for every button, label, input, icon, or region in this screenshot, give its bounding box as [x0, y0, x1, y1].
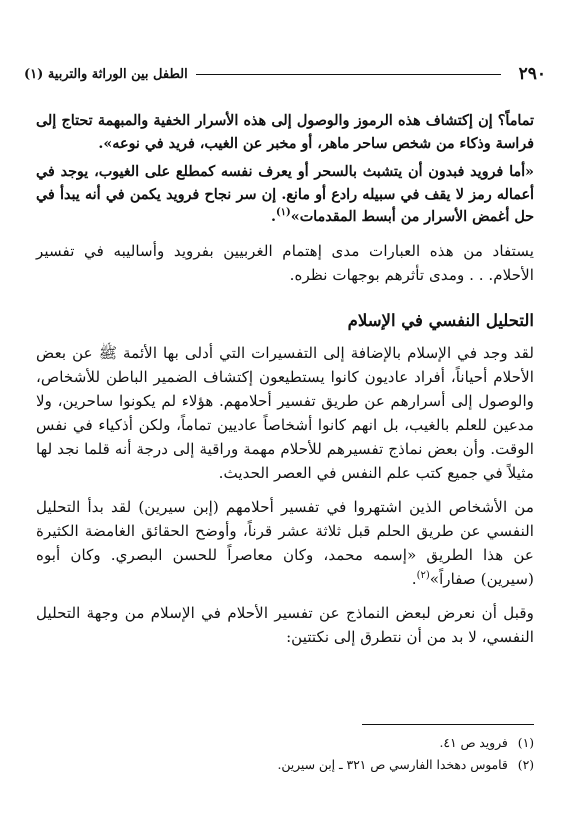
body-paragraph: وقبل أن نعرض لبعض النماذج عن تفسير الأحلام في الإسلام من وجهة التحليل النفسي، لا بد من أن نتطرق إلى نكتتين: [36, 603, 534, 646]
quote-paragraph: «أما فرويد فبدون أن يتشبث بالسحر أو يعرف نفسه كمطلع على الغيوب، يوجد في أعماله رمز لا يقف في سبيله رادع أو مانع. إن سر نجاح فرويد يكمن في أنه يبدأ في حل أغمض الأسرار من أبسط المقدمات»$^{(١)}$. [36, 164, 534, 225]
section-heading: التحليل النفسي في الإسلام [347, 310, 534, 330]
quote-text: «أما فرويد فبدون أن يتشبث بالسحر أو يعرف نفسه كمطلع على الغيوب، يوجد في أعماله رمز لا يقف في سبيله رادع أو مانع. إن سر نجاح فرويد يكمن في أنه يبدأ في حل أغمض الأسرار من أبسط المقدمات» [36, 164, 534, 225]
footnote-number: (٢) [517, 758, 534, 772]
quote-paragraph [36, 110, 534, 155]
paragraph-text: من الأشخاص الذين اشتهروا في تفسير أحلامهم (إبن سيرين) لقد بدأ التحليل النفسي عن طريق الحلم قبل ثلاثة عشر قرناً، وأوضح الحقائق الغامضة الكثيرة عن هذا الطريق «إسمه محمد، وكان معاصراً للحسن البصري. وكان أبوه (سيرين) صفاراً» [36, 497, 534, 588]
running-title: الطفل بين الوراثة والتربية (١) [24, 66, 188, 82]
page-body [36, 110, 534, 649]
footnote [36, 732, 534, 754]
page-header [24, 62, 546, 86]
footnote-text: فرويد ص ٤١. [439, 736, 508, 750]
footnote-ref: (١) [275, 207, 291, 219]
body-paragraph: من الأشخاص الذين اشتهروا في تفسير أحلامهم (إبن سيرين) لقد بدأ التحليل النفسي عن طريق الحلم قبل ثلاثة عشر قرناً، وأوضح الحقائق الغامضة الكثيرة عن هذا الطريق «إسمه محمد، وكان معاصراً للحسن البصري. وكان أبوه (سيرين) صفاراً»$^{(٢)}$. [36, 497, 534, 588]
header-rule [196, 74, 501, 75]
quote-text: تماماً؟ إن إكتشاف هذه الرموز والوصول إلى هذه الأسرار الخفية والمبهمة تحتاج إلى فراسة وذكاء من شخص ساحر ماهر، أو مخبر عن الغيب، فريد في نوعه». [36, 113, 534, 152]
body-paragraph: يستفاد من هذه العبارات مدى إهتمام الغربيين بفرويد وأساليبه في تفسير الأحلام. . . ومدى تأثرهم بوجهات نظره. [36, 241, 534, 284]
footnote-separator [362, 724, 534, 725]
footnote-number: (١) [517, 736, 534, 750]
page-number: ٢٩٠ [518, 64, 546, 84]
body-paragraph: لقد وجد في الإسلام بالإضافة إلى التفسيرات التي أدلى بها الأئمة ﷺ عن بعض الأحلام أحياناً، أفراد عاديون كانوا يستطيعون إكتشاف الضمير الباطن للأشخاص، والوصول إلى أسرارهم عن طريق تفسير أحلامهم. هؤلاء لم يكونوا ساحرين، ولا مدعين للعلم بالغيب، بل انهم كانوا أشخاصاً عاديين تماماً، ولكن أذكياء في نفس الوقت. وأن بعض نماذج تفسيرهم للأحلام مهمة وراقية إلى درجة أنه قلما نجد لها مثيلاً في جميع كتب علم النفس في العصر الحديث. [36, 343, 534, 482]
footnotes [36, 732, 534, 776]
footnote-ref: (٢) [416, 569, 430, 581]
footnote [36, 754, 534, 776]
footnote-text: قاموس دهخدا الفارسي ص ٣٢١ ـ إبن سيرين. [277, 758, 508, 772]
